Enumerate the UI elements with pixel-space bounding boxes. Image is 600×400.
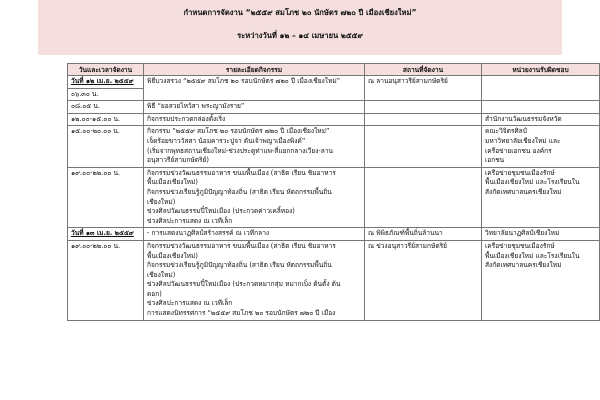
place-cell (365, 126, 482, 167)
org-text: คณะวิจิตรศิลป์ มหาวิทยาลัยเชียงใหม่ และ เครือข่ายเอกชน องค์กร เอกชน (485, 127, 561, 165)
activity-text: - การแสดงนาฏศิลป์สร้างสรรค์ ณ เวทีกลาง (147, 229, 270, 238)
table-row (68, 113, 600, 126)
place-cell (365, 240, 482, 320)
table-row (68, 228, 600, 241)
table-row (68, 76, 600, 89)
org-cell (482, 228, 600, 241)
org-cell (482, 126, 600, 167)
activity-text: พิธี “ยอสวยไหว้สา พระญามังราย” (147, 102, 245, 111)
title-banner (38, 0, 562, 55)
org-cell (482, 76, 600, 101)
org-text: เครือข่ายชุมชนเมืองรักษ์ พื้นเมืองเชียงใหม่ และโรงเรียนใน สังกัดเทศบาลนครเชียงใหม่ (485, 168, 580, 196)
activity-cell (144, 76, 365, 101)
column-header-time: วันและเวลาจัดงาน (68, 64, 144, 76)
activity-cell (144, 101, 365, 114)
time-text: ๑๒.๐๐-๑๕.๐๐ น. (71, 114, 121, 123)
table-row (68, 240, 600, 320)
place-text: ณ พิพิธภัณฑ์พื้นถิ่นล้านนา (368, 229, 443, 238)
time-cell (68, 167, 144, 228)
time-cell (68, 88, 144, 101)
column-header-place: สถานที่จัดงาน (365, 64, 482, 76)
place-text: ณ ลานอนุสาวรีย์สามกษัตริย์ (368, 77, 448, 85)
time-text: ๑๙.๐๐-๒๒.๐๐ น. (71, 241, 121, 250)
activity-cell (144, 113, 365, 126)
document-title: กำหนดการจัดงาน “๒๕๕๙ สมโภช ๒๐ นักษัตร ๗๒๐ ปี เมืองเชียงใหม่” (183, 8, 417, 17)
org-cell (482, 101, 600, 114)
activity-cell (144, 126, 365, 167)
activity-text: กิจกรรมข่วงวัฒนธรรมอาหาร ขนมพื้นเมือง (สาธิต เรียน ชิมอาหาร พื้นเมืองเชียงใหม่) กิจกรรมข่วงเรียนรู้ภูมิปัญญาท้องถิ่น (สาธิต เรียน หัตถกรรมพื้นถิ่น เชียงใหม่) ข่วงศิลปวัฒนธรรมปี๋ใหม่เมือง (ประกวดค่าวเคลิ้ทอง) ข่วงศิลปะการแสดง ณ เวทีเล็ก (147, 168, 336, 225)
activity-cell (144, 167, 365, 228)
activity-text: กิจกรรมข่วงวัฒนธรรมอาหาร ขนมพื้นเมือง (สาธิต เรียน ชิมอาหาร พื้นเมืองเชียงใหม่) กิจกรรมข่วงเรียนรู้ภูมิปัญญาท้องถิ่น (สาธิต เรียน หัตถกรรมพื้นถิ่น เชียงใหม่) ข่วงศิลปวัฒนธรรมปี๋ใหม่เมือง (ประกวดหมากสุ่ม หมากเบ็ง ต้นตั้ง ต้น ดอก) ข่วงศิลปะการแสดง ณ เวทีเล็ก การแสดงนิทรรศการ “๒๕๕๙ สมโภช ๒๐ รอบนักษัตร ๗๒๐ ปี เมือง (147, 241, 341, 318)
activity-text: กิจกรรมประกวดกล่องตั้งเริ่ง (147, 114, 226, 123)
activity-cell (144, 240, 365, 320)
time-cell (68, 240, 144, 320)
activity-text: พิธีบวงสรวง “๒๕๕๙ สมโภช ๒๐ รอบนักษัตร ๗๒๐ ปี เมืองเชียงใหม่” (147, 77, 341, 85)
org-cell (482, 113, 600, 126)
document-subtitle: ระหว่างวันที่ ๑๒ – ๑๔ เมษายน ๒๕๕๙ (237, 31, 363, 40)
column-header-org: หน่วยงานรับผิดชอบ (482, 64, 600, 76)
table-row (68, 167, 600, 228)
place-text: ณ ข่วงอนุสาวรีย์สามกษัตริย์ (368, 241, 448, 250)
activity-text: กิจกรรม “๒๕๕๙ สมโภช ๒๐ รอบนักษัตร ๗๒๐ ปี เมืองเชียงใหม่” เจ็ดร้อยขาววัสสา น้อมคารวะปูจา ตันเจ้าพญาเมืองพิงค์” (เริ่มจากพุทธสถานเชียงใหม่-ช่วงประตูท่าแพ-สี่แยกกลางเวียง-ลาน อนุสาวรีย์สามกษัตริย์) (147, 127, 334, 165)
table-header-row (68, 64, 600, 76)
org-cell (482, 167, 600, 228)
time-cell (68, 113, 144, 126)
org-cell (482, 240, 600, 320)
table-row (68, 126, 600, 167)
column-header-activity: รายละเอียดกิจกรรม (144, 64, 365, 76)
schedule-table (67, 63, 600, 321)
place-cell (365, 76, 482, 101)
table-row (68, 101, 600, 114)
activity-cell (144, 228, 365, 241)
place-cell (365, 101, 482, 114)
day-label (68, 76, 144, 89)
day-label (68, 228, 144, 241)
place-cell (365, 167, 482, 228)
time-text: ๑๕.๐๐-๒๐.๐๐ น. (71, 127, 120, 136)
org-text: วิทยาลัยนาฏศิลป์เชียงใหม่ (485, 229, 560, 238)
org-text: เครือข่ายชุมชนเมืองรักษ์ พื้นเมืองเชียงใหม่ และโรงเรียนใน สังกัดเทศบาลนครเชียงใหม่ (485, 241, 580, 270)
time-text: ๐๘.๐๕ น. (71, 102, 100, 111)
org-text: สำนักงานวัฒนธรรมจังหวัด (485, 114, 562, 123)
time-text: ๑๙.๐๐-๒๒.๐๐ น. (71, 168, 121, 177)
place-cell (365, 113, 482, 126)
day2-label: วันที่ ๑๓ เม.ย. ๒๕๕๙ (71, 229, 134, 238)
place-cell (365, 228, 482, 241)
day1-label: วันที่ ๑๒ เม.ย. ๒๕๕๙ (71, 77, 134, 85)
time-cell (68, 101, 144, 114)
time-text: ๐๖.๓๐ น. (71, 89, 99, 98)
time-cell (68, 126, 144, 167)
